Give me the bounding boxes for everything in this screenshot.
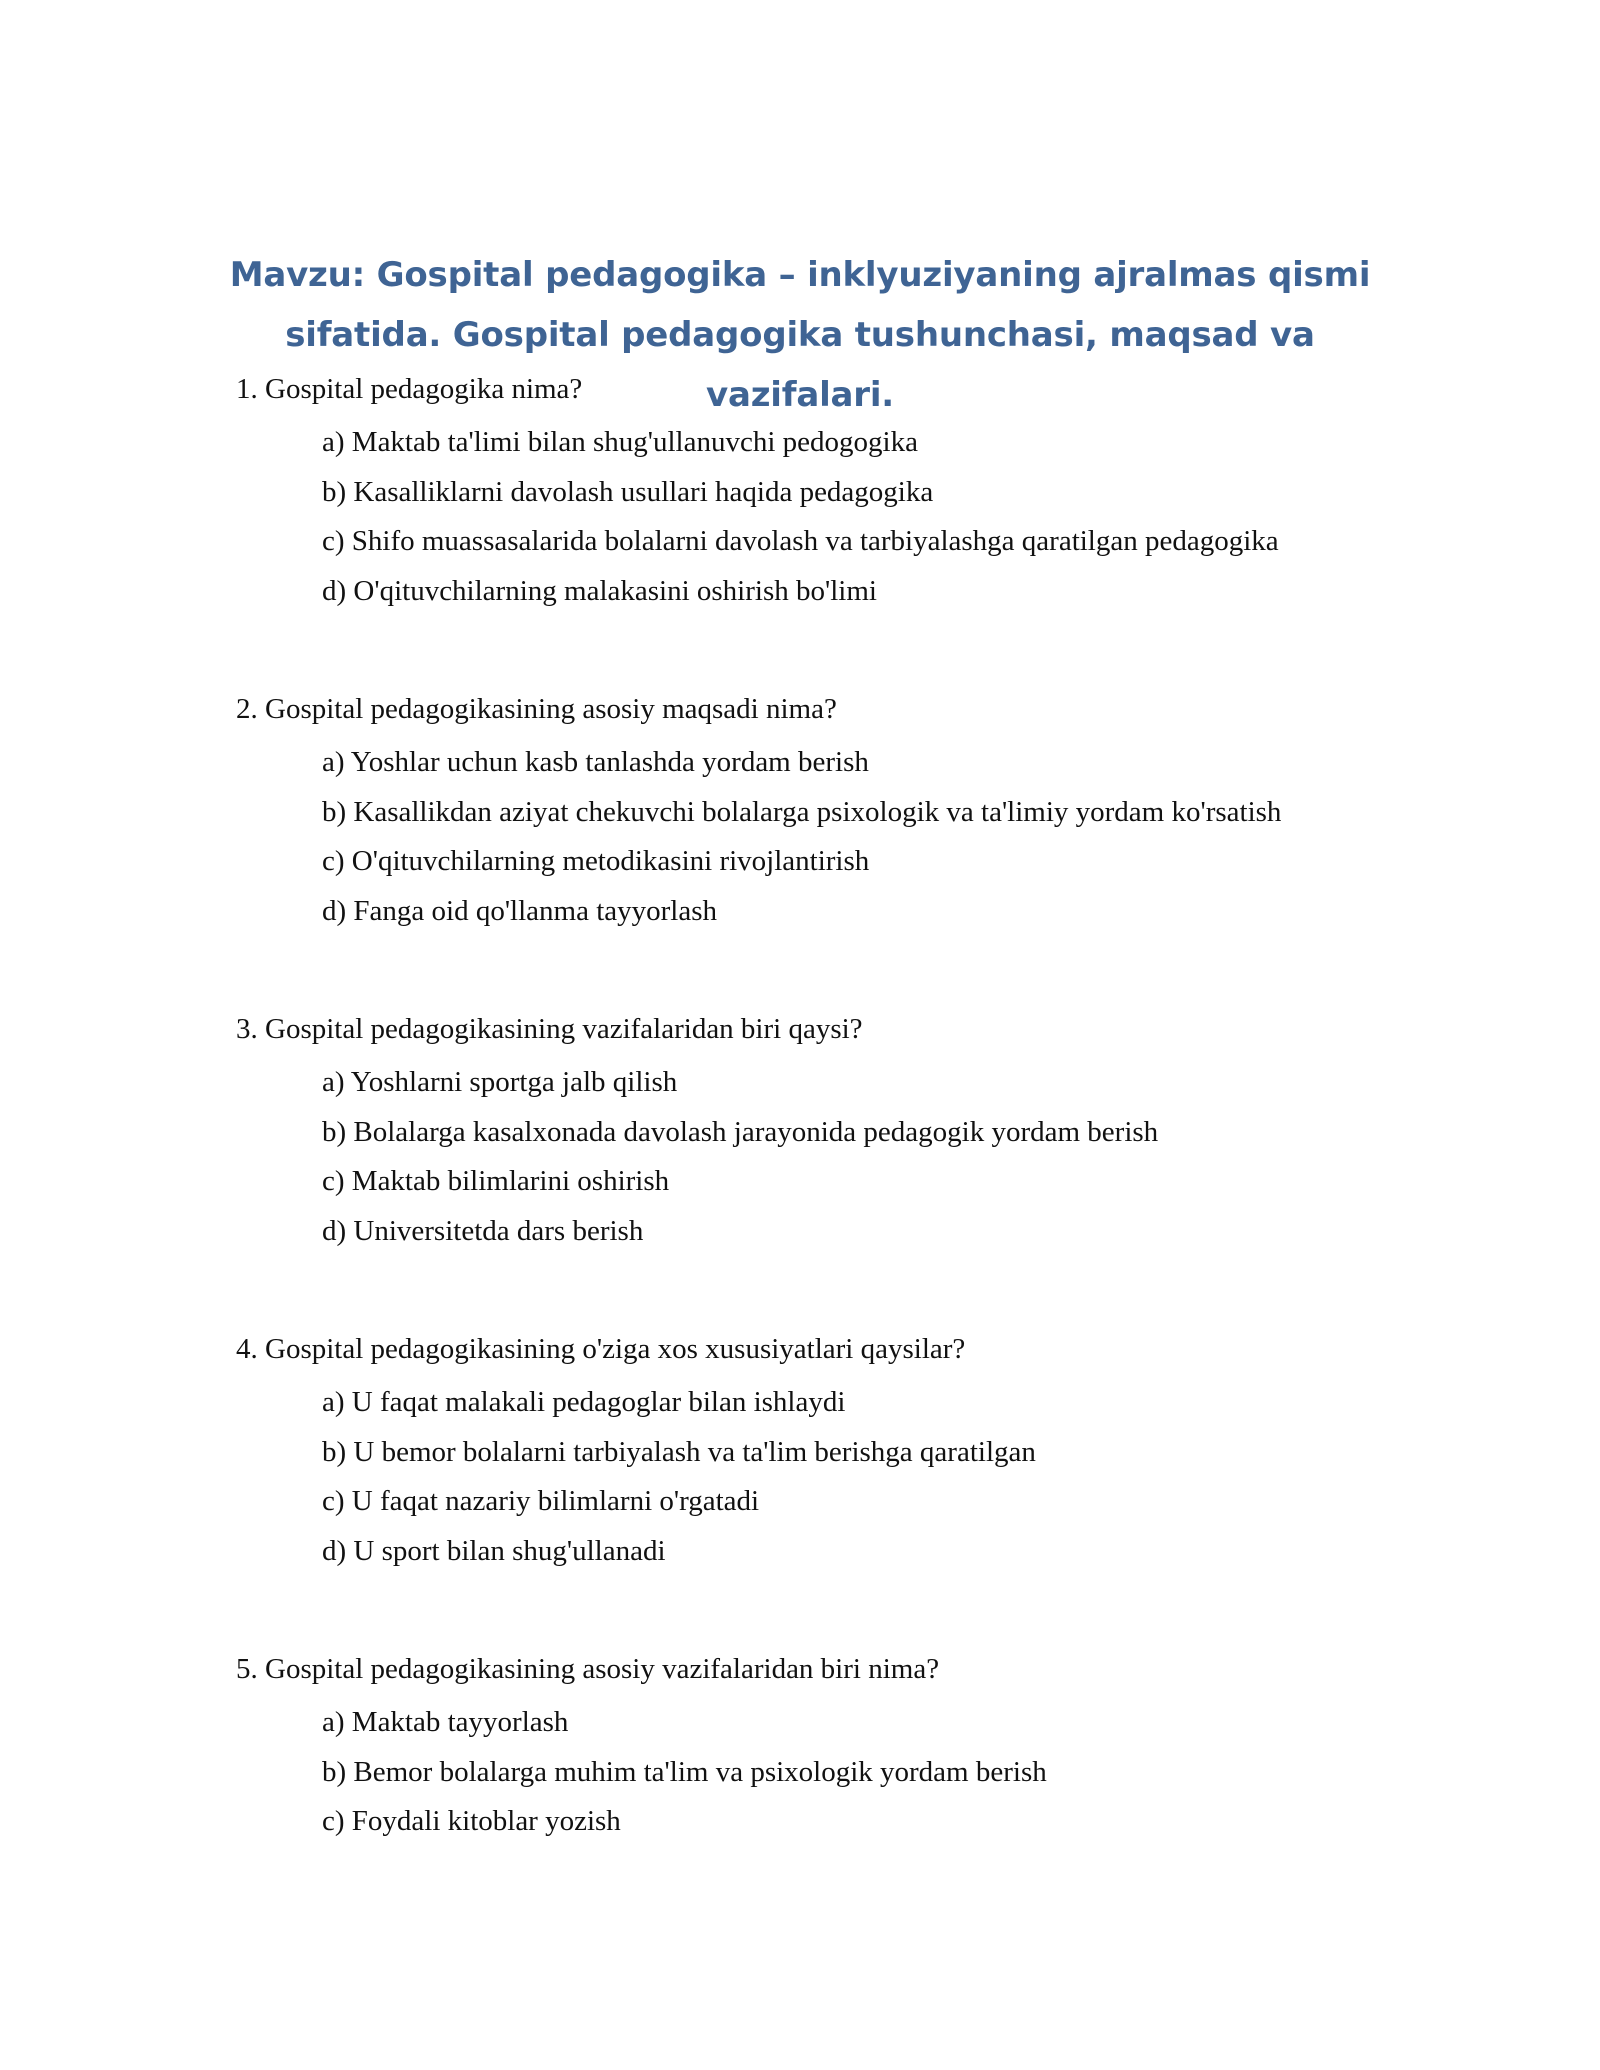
question-4 — [236, 1324, 1476, 1576]
question-1 — [236, 364, 1476, 616]
question-text: 4. Gospital pedagogikasining o'ziga xos xususiyatlari qaysilar? — [236, 1333, 966, 1365]
answer-option-b: b) Kasallikdan aziyat chekuvchi bolalarga psixologik va ta'limiy yordam ko'rsatish — [322, 795, 1282, 828]
answer-option-a: a) Yoshlar uchun kasb tanlashda yordam berish — [322, 746, 869, 778]
question-text: 2. Gospital pedagogikasining asosiy maqsadi nima? — [236, 693, 837, 725]
answer-option-d: d) Fanga oid qo'llanma tayyorlash — [322, 894, 718, 927]
answer-option-d: d) U sport bilan shug'ullanadi — [322, 1534, 666, 1567]
answer-option-a: a) Yoshlarni sportga jalb qilish — [322, 1066, 678, 1098]
question-3 — [236, 1004, 1476, 1256]
answer-option-a: a) Maktab tayyorlash — [322, 1706, 569, 1738]
answer-option-d: d) O'qituvchilarning malakasini oshirish bo'limi — [322, 574, 877, 607]
question-text: 3. Gospital pedagogikasining vazifalaridan biri qaysi? — [236, 1013, 863, 1045]
document-title: Mavzu: Gospital pedagogika – inklyuziyaning ajralmas qismi sifatida. Gospital pedagogika tushunchasi, maqsad va vazifalari. — [229, 255, 1371, 415]
question-text: 1. Gospital pedagogika nima? — [236, 373, 583, 405]
question-text: 5. Gospital pedagogikasining asosiy vazifalaridan biri nima? — [236, 1653, 940, 1685]
answer-option-d: d) Universitetda dars berish — [322, 1214, 644, 1247]
answer-option-b: b) Bemor bolalarga muhim ta'lim va psixologik yordam berish — [322, 1755, 1047, 1788]
answer-option-b: b) U bemor bolalarni tarbiyalash va ta'lim berishga qaratilgan — [322, 1435, 1036, 1468]
answer-option-a: a) U faqat malakali pedagoglar bilan ishlaydi — [322, 1386, 846, 1418]
answer-option-c: c) Foydali kitoblar yozish — [322, 1805, 621, 1837]
answer-option-b: b) Bolalarga kasalxonada davolash jarayonida pedagogik yordam berish — [322, 1115, 1159, 1148]
answer-option-c: c) Maktab bilimlarini oshirish — [322, 1165, 670, 1197]
question-2 — [236, 684, 1476, 936]
answer-option-b: b) Kasalliklarni davolash usullari haqida pedagogika — [322, 475, 934, 508]
question-list — [236, 364, 1476, 1915]
answer-option-c: c) O'qituvchilarning metodikasini rivojlantirish — [322, 845, 870, 877]
question-5 — [236, 1644, 1476, 1847]
answer-option-c: c) Shifo muassasalarida bolalarni davolash va tarbiyalashga qaratilgan pedagogika — [322, 525, 1279, 557]
answer-option-c: c) U faqat nazariy bilimlarni o'rgatadi — [322, 1485, 760, 1517]
answer-option-a: a) Maktab ta'limi bilan shug'ullanuvchi pedogogika — [322, 426, 918, 458]
